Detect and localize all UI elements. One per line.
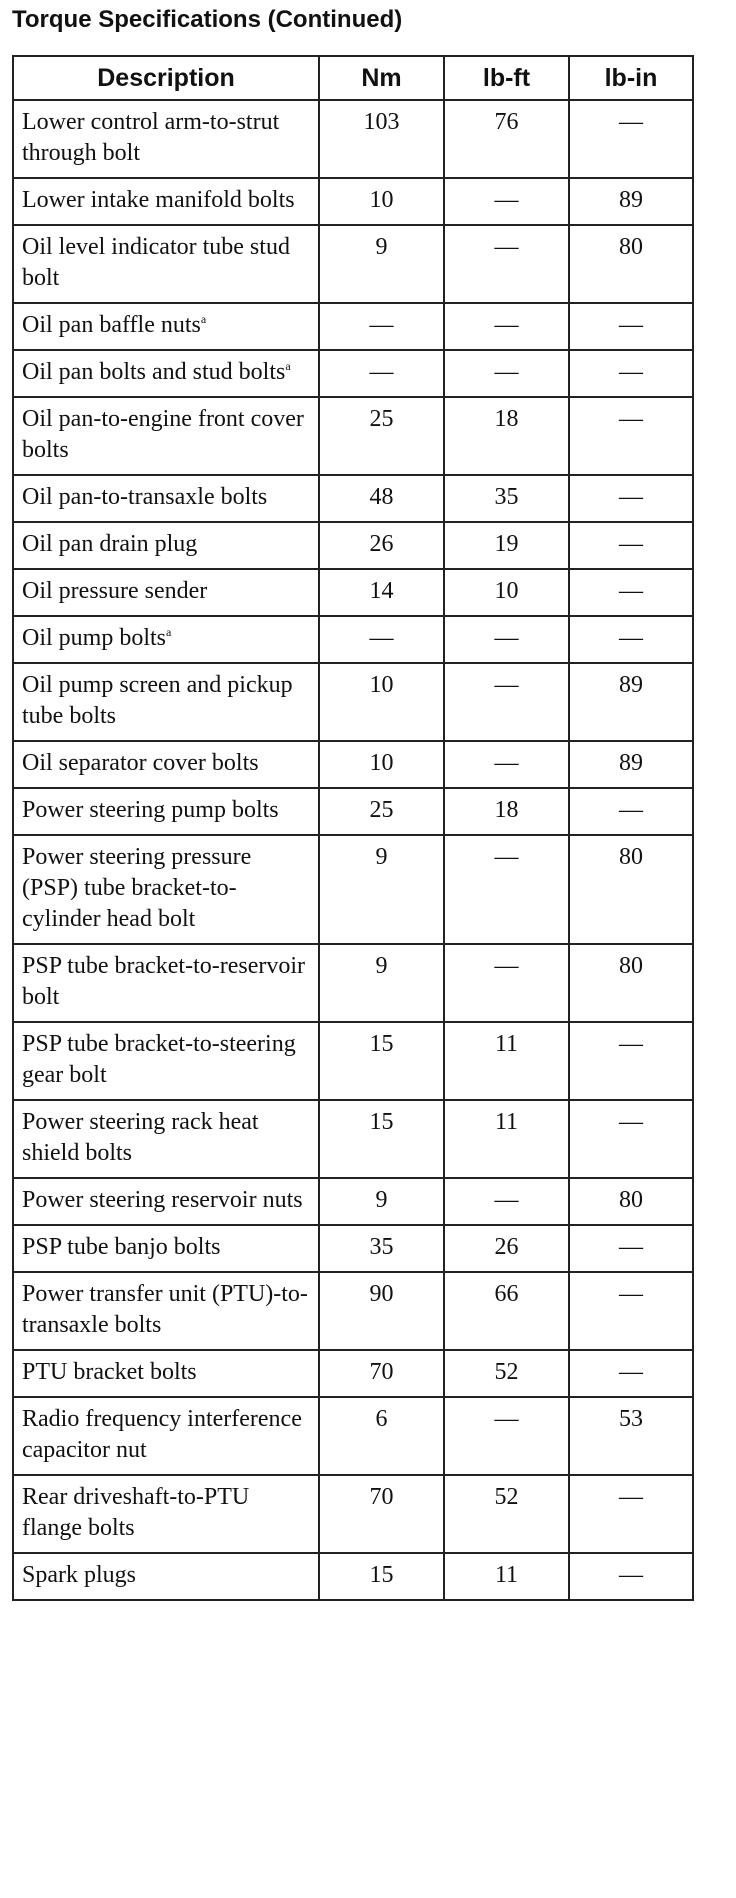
lbin-cell: —: [569, 1022, 693, 1100]
lbin-cell: —: [569, 100, 693, 178]
table-row: [13, 1350, 693, 1397]
description-text: Lower intake manifold bolts: [22, 187, 295, 213]
description-cell: [13, 1350, 319, 1397]
lbin-cell: 89: [569, 741, 693, 788]
lbft-cell: 52: [444, 1350, 569, 1397]
description-text: Oil pan-to-engine front cover bolts: [22, 406, 304, 463]
description-text: Power steering pressure (PSP) tube bracket-to-cylinder head bolt: [22, 844, 252, 932]
lbft-cell: —: [444, 616, 569, 663]
description-cell: [13, 303, 319, 350]
table-row: [13, 100, 693, 178]
description-text: Oil pump screen and pickup tube bolts: [22, 672, 293, 729]
lbin-cell: —: [569, 569, 693, 616]
table-row: [13, 944, 693, 1022]
lbin-cell: —: [569, 1225, 693, 1272]
table-row: [13, 303, 693, 350]
nm-cell: 25: [319, 788, 444, 835]
description-text: PSP tube bracket-to-reservoir bolt: [22, 953, 306, 1010]
table-row: [13, 835, 693, 944]
description-cell: [13, 1178, 319, 1225]
table-row: [13, 475, 693, 522]
lbft-cell: —: [444, 350, 569, 397]
lbft-cell: —: [444, 835, 569, 944]
description-cell: [13, 1022, 319, 1100]
lbin-cell: —: [569, 303, 693, 350]
table-row: [13, 616, 693, 663]
lbin-cell: —: [569, 1100, 693, 1178]
nm-cell: 15: [319, 1553, 444, 1600]
table-row: [13, 1100, 693, 1178]
lbft-cell: —: [444, 741, 569, 788]
lbin-cell: 89: [569, 663, 693, 741]
lbft-cell: —: [444, 944, 569, 1022]
lbin-cell: —: [569, 616, 693, 663]
description-cell: [13, 835, 319, 944]
lbft-cell: —: [444, 1178, 569, 1225]
description-cell: [13, 1553, 319, 1600]
lbin-cell: —: [569, 475, 693, 522]
lbin-cell: —: [569, 1272, 693, 1350]
description-text: Power transfer unit (PTU)-to-transaxle bolts: [22, 1281, 308, 1338]
table-row: [13, 663, 693, 741]
description-cell: [13, 397, 319, 475]
lbin-cell: 80: [569, 944, 693, 1022]
description-text: Oil pan baffle nuts: [22, 312, 201, 338]
nm-cell: 15: [319, 1022, 444, 1100]
lbft-cell: 35: [444, 475, 569, 522]
nm-cell: 10: [319, 741, 444, 788]
lbft-cell: —: [444, 225, 569, 303]
description-cell: [13, 350, 319, 397]
column-header-lbin: lb-in: [569, 56, 693, 100]
nm-cell: 9: [319, 944, 444, 1022]
table-row: [13, 1272, 693, 1350]
lbft-cell: —: [444, 663, 569, 741]
table-body: [13, 100, 693, 1600]
lbft-cell: —: [444, 303, 569, 350]
description-cell: [13, 663, 319, 741]
footnote-marker: a: [166, 625, 172, 639]
description-text: Oil pump bolts: [22, 625, 167, 651]
lbft-cell: 11: [444, 1022, 569, 1100]
description-cell: [13, 741, 319, 788]
description-text: Oil pan drain plug: [22, 531, 198, 557]
table-row: [13, 178, 693, 225]
table-row: [13, 397, 693, 475]
table-row: [13, 1475, 693, 1553]
lbft-cell: 26: [444, 1225, 569, 1272]
lbin-cell: —: [569, 522, 693, 569]
lbft-cell: —: [444, 1397, 569, 1475]
table-row: [13, 522, 693, 569]
lbft-cell: 10: [444, 569, 569, 616]
description-text: Oil separator cover bolts: [22, 750, 259, 776]
nm-cell: 6: [319, 1397, 444, 1475]
header-row: [13, 56, 693, 100]
nm-cell: —: [319, 303, 444, 350]
description-cell: [13, 475, 319, 522]
lbft-cell: 52: [444, 1475, 569, 1553]
description-cell: [13, 100, 319, 178]
table-row: [13, 1225, 693, 1272]
nm-cell: —: [319, 616, 444, 663]
nm-cell: 10: [319, 663, 444, 741]
nm-cell: 48: [319, 475, 444, 522]
description-cell: [13, 178, 319, 225]
description-text: Power steering pump bolts: [22, 797, 279, 823]
nm-cell: —: [319, 350, 444, 397]
footnote-marker: a: [285, 359, 291, 373]
lbin-cell: 53: [569, 1397, 693, 1475]
lbin-cell: —: [569, 397, 693, 475]
nm-cell: 14: [319, 569, 444, 616]
description-text: Radio frequency interference capacitor nut: [22, 1406, 302, 1463]
nm-cell: 25: [319, 397, 444, 475]
lbin-cell: —: [569, 1475, 693, 1553]
description-text: PSP tube bracket-to-steering gear bolt: [22, 1031, 296, 1088]
nm-cell: 15: [319, 1100, 444, 1178]
description-cell: [13, 569, 319, 616]
nm-cell: 9: [319, 1178, 444, 1225]
table-row: [13, 1397, 693, 1475]
table-row: [13, 1022, 693, 1100]
lbft-cell: 11: [444, 1553, 569, 1600]
nm-cell: 9: [319, 835, 444, 944]
torque-spec-table: [12, 55, 694, 1601]
description-text: PTU bracket bolts: [22, 1359, 197, 1385]
description-text: Oil pan bolts and stud bolts: [22, 359, 286, 385]
column-header-description: Description: [13, 56, 319, 100]
lbin-cell: 80: [569, 225, 693, 303]
description-cell: [13, 944, 319, 1022]
description-cell: [13, 1100, 319, 1178]
lbft-cell: 76: [444, 100, 569, 178]
nm-cell: 10: [319, 178, 444, 225]
lbft-cell: 11: [444, 1100, 569, 1178]
nm-cell: 70: [319, 1350, 444, 1397]
table-row: [13, 741, 693, 788]
lbin-cell: —: [569, 788, 693, 835]
description-text: Oil level indicator tube stud bolt: [22, 234, 290, 291]
description-cell: [13, 616, 319, 663]
lbft-cell: 19: [444, 522, 569, 569]
lbin-cell: —: [569, 1553, 693, 1600]
nm-cell: 9: [319, 225, 444, 303]
lbin-cell: —: [569, 350, 693, 397]
description-text: Oil pressure sender: [22, 578, 208, 604]
description-cell: [13, 225, 319, 303]
description-text: Lower control arm-to-strut through bolt: [22, 109, 280, 166]
nm-cell: 90: [319, 1272, 444, 1350]
lbft-cell: —: [444, 178, 569, 225]
description-text: Spark plugs: [22, 1562, 136, 1588]
table-row: [13, 350, 693, 397]
description-cell: [13, 788, 319, 835]
lbin-cell: 80: [569, 835, 693, 944]
table-row: [13, 1178, 693, 1225]
nm-cell: 26: [319, 522, 444, 569]
page-title: Torque Specifications (Continued): [12, 6, 403, 33]
description-cell: [13, 1475, 319, 1553]
column-header-lbft: lb-ft: [444, 56, 569, 100]
nm-cell: 103: [319, 100, 444, 178]
lbin-cell: —: [569, 1350, 693, 1397]
description-text: Oil pan-to-transaxle bolts: [22, 484, 268, 510]
lbft-cell: 18: [444, 788, 569, 835]
nm-cell: 35: [319, 1225, 444, 1272]
nm-cell: 70: [319, 1475, 444, 1553]
table-row: [13, 1553, 693, 1600]
description-text: Power steering reservoir nuts: [22, 1187, 303, 1213]
description-text: Power steering rack heat shield bolts: [22, 1109, 259, 1166]
description-cell: [13, 522, 319, 569]
description-cell: [13, 1272, 319, 1350]
column-header-nm: Nm: [319, 56, 444, 100]
table-row: [13, 788, 693, 835]
lbft-cell: 18: [444, 397, 569, 475]
lbft-cell: 66: [444, 1272, 569, 1350]
description-cell: [13, 1397, 319, 1475]
table-row: [13, 569, 693, 616]
lbin-cell: 89: [569, 178, 693, 225]
description-text: PSP tube banjo bolts: [22, 1234, 221, 1260]
description-text: Rear driveshaft-to-PTU flange bolts: [22, 1484, 250, 1541]
description-cell: [13, 1225, 319, 1272]
footnote-marker: a: [200, 312, 207, 326]
lbin-cell: 80: [569, 1178, 693, 1225]
table-row: [13, 225, 693, 303]
